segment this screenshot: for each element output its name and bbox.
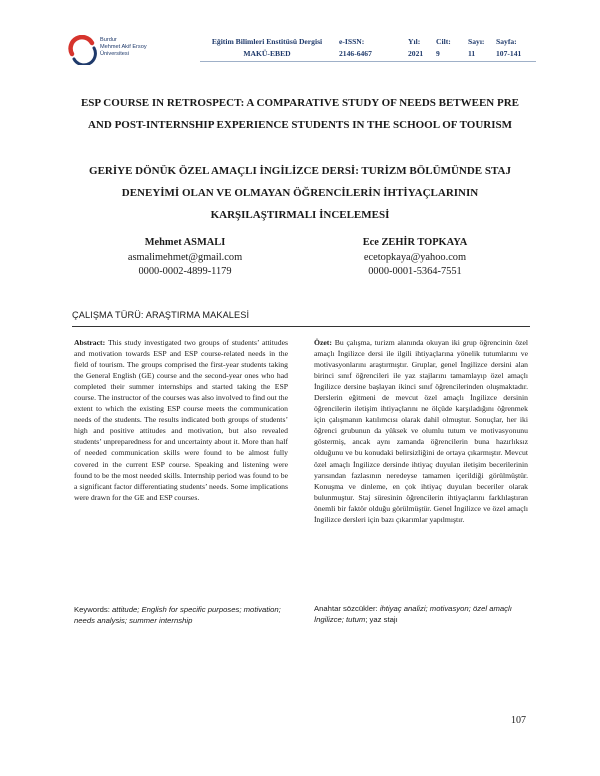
ozet-label: Özet: bbox=[314, 338, 332, 347]
anahtar-text: ihtiyaç analizi; motivasyon; özel amaçlı İngilizce; tutum bbox=[314, 604, 512, 624]
volume-info bbox=[436, 36, 451, 60]
volume-value: 9 bbox=[436, 49, 440, 58]
keywords-turkish bbox=[314, 603, 528, 625]
year-label: Yıl: bbox=[408, 37, 421, 46]
keywords-label: Keywords: bbox=[74, 605, 110, 614]
pages-value: 107-141 bbox=[496, 49, 522, 58]
university-logo bbox=[68, 35, 158, 69]
section-divider bbox=[72, 326, 530, 327]
ozet-text: Bu çalışma, turizm alanında okuyan iki grup öğrencinin özel amaçlı İngilizce dersi ile ilgili ihtiyaçlarına yönelik tutumlarını ve motivasyonlarını araştırmıştır. Gruplar, genel İngilizce dersini alan birinci sınıf öğrencileri ile yaz stajlarını tamamlayıp özel amaçlı İngilizce dersine başlayan ikinci sınıf öğrencilerinden oluşmaktadır. Derslerin eğitmeni de mevcut özel amaçlı İngilizce dersinin öğrencilerin iletişim ihtiyaçlarını ne ölçüde karşıladığını öğrenmek için çalışmanın katılımcısı olarak dahil olmuştur. Sonuçlar, her iki öğrenci grubunun da yüksek ve olumlu tutum ve motivasyonunu göstermiş, ancak aynı zamanda öğrencilerin buna hazırlıksız olduğunu ve bu konudaki belirsizliğini de ortaya çıkarmıştır. Mevcut özel amaçlı İngilizce dersinde ihtiyaç duyulan iletişim becerilerinin yarısından fazlasının neredeyse tamamen içerildiği görülmüştür. Konuşma ve dinleme, en çok ihtiyaç duyulan beceriler olarak bulunmuştur. Staj süresinin öğrencilerin ihtiyaçlarını farklılaştıran önemli bir faktör olduğu görülmüştür. Genel İngilizce ve özel amaçlı İngilizce dersleri için bazı çıkarımlar yapılmıştır. bbox=[314, 338, 528, 524]
year-info bbox=[408, 36, 423, 60]
abstract-text: This study investigated two groups of students’ attitudes and motivation towards ESP and ESP course-related needs in the field of tourism. The groups comprised the first-year students taking the General English (GE) course and the second-year ones who had completed their summer internships and started taking the ESP course. The instructor of the courses was also involved to find out the extent to which the existing ESP course meets the communication needs of the students. The results indicated both groups of students’ high and positive attitudes and motivation, but also revealed students’ unpreparedness for and uncertainty about it. More than half of needed communication skills were found to be almost fully covered in the current ESP course. Speaking and listening were found to be the most needed skills. Internship period was found to be a significant factor differentiating students’ needs. Some implications were drawn for the GE and ESP courses. bbox=[74, 338, 288, 502]
abstract-turkish bbox=[314, 337, 528, 525]
university-emblem-icon bbox=[68, 35, 98, 65]
anahtar-tail: ; yaz stajı bbox=[365, 615, 398, 624]
author-email[interactable]: ecetopkaya@yahoo.com bbox=[363, 251, 467, 263]
title-turkish: GERİYE DÖNÜK ÖZEL AMAÇLI İNGİLİZCE DERSİ: TURİZM BÖLÜMÜNDE STAJ DENEYİMİ OLAN VE OLMAYAN ÖĞRENCİLERİN İHTİYAÇLARININ KARŞILAŞTIRMALI İNCELEMESİ bbox=[89, 165, 511, 221]
header-divider bbox=[200, 61, 536, 62]
abstract-english bbox=[74, 337, 288, 503]
title-english: ESP COURSE IN RETROSPECT: A COMPARATIVE STUDY OF NEEDS BETWEEN PRE AND POST-INTERNSHIP EXPERIENCE STUDENTS IN THE SCHOOL OF TOURISM bbox=[80, 97, 520, 131]
journal-abbrev: MAKÜ-EBED bbox=[243, 49, 291, 58]
article-type: ÇALIŞMA TÜRÜ: ARAŞTIRMA MAKALESİ bbox=[72, 310, 250, 320]
author-orcid[interactable]: 0000-0002-4899-1179 bbox=[138, 266, 232, 277]
pages-info bbox=[496, 36, 521, 60]
issn-label: e-ISSN: bbox=[339, 37, 365, 46]
issn-value: 2146-6467 bbox=[339, 49, 372, 58]
issue-value: 11 bbox=[468, 49, 476, 58]
volume-label: Cilt: bbox=[436, 37, 451, 46]
author-name: Mehmet ASMALI bbox=[144, 237, 226, 248]
journal-name bbox=[204, 36, 330, 60]
author-name: Ece ZEHİR TOPKAYA bbox=[362, 237, 468, 248]
keywords-text: attitude; English for specific purposes; motivation; needs analysis; summer internship bbox=[74, 605, 281, 625]
logo-line: Mehmet Akif Ersoy bbox=[100, 44, 147, 51]
logo-line: Üniversitesi bbox=[100, 51, 129, 58]
author-email[interactable]: asmalimehmet@gmail.com bbox=[127, 251, 243, 263]
abstract-label: Abstract: bbox=[74, 338, 106, 347]
year-value: 2021 bbox=[408, 49, 424, 58]
author-block bbox=[100, 236, 270, 280]
author-orcid[interactable]: 0000-0001-5364-7551 bbox=[368, 266, 462, 277]
page-number: 107 bbox=[511, 715, 526, 726]
journal-title: Eğitim Bilimleri Enstitüsü Dergisi bbox=[211, 37, 323, 46]
pages-label: Sayfa: bbox=[496, 37, 517, 46]
issue-info bbox=[468, 36, 484, 60]
issn-info bbox=[339, 36, 372, 60]
logo-line: Burdur bbox=[100, 37, 117, 43]
keywords-english bbox=[74, 604, 288, 626]
issue-label: Sayı: bbox=[468, 37, 485, 46]
anahtar-label: Anahtar sözcükler: bbox=[314, 604, 378, 613]
author-block bbox=[330, 236, 500, 280]
university-logo-text bbox=[100, 37, 147, 59]
